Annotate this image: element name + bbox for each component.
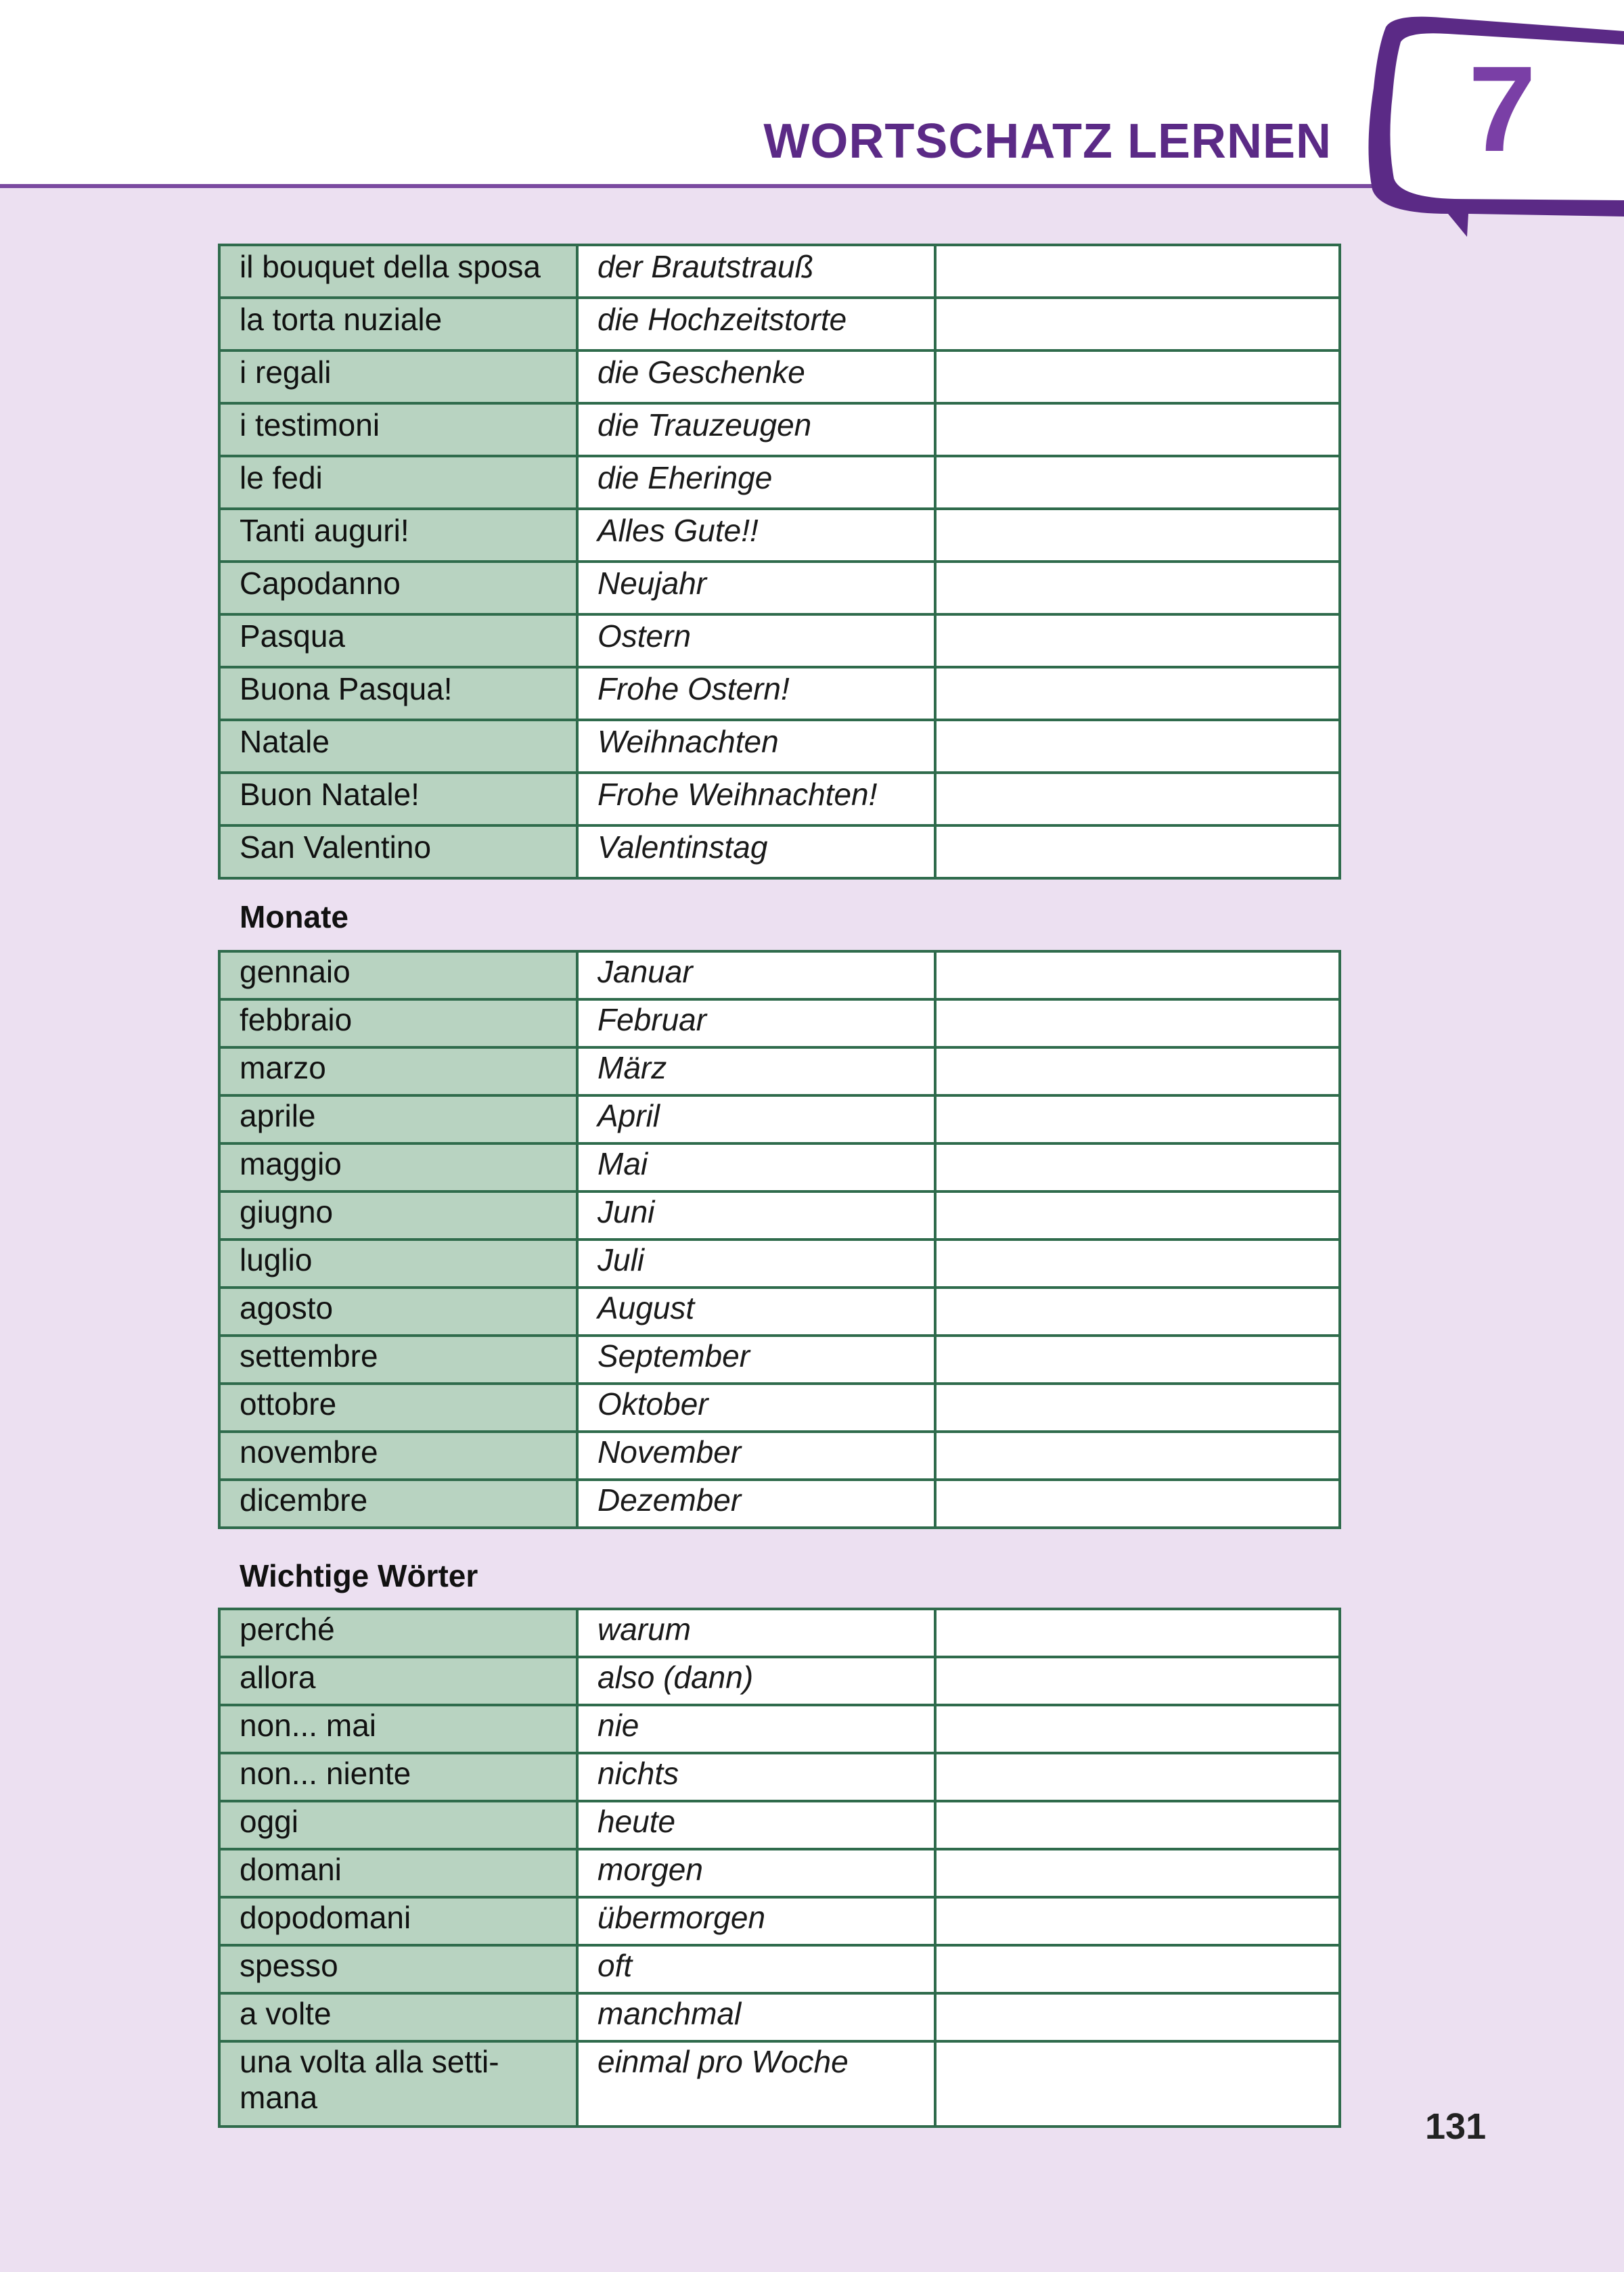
blank-answer-cell[interactable] (935, 1849, 1340, 1897)
german-translation: der Brautstrauß (577, 245, 935, 298)
table-row (219, 614, 1340, 667)
table-row (219, 825, 1340, 878)
german-translation: September (577, 1336, 935, 1384)
german-translation: nichts (577, 1753, 935, 1801)
blank-answer-cell[interactable] (935, 614, 1340, 667)
german-translation: oft (577, 1945, 935, 1993)
vocab-table-body (219, 951, 1340, 1528)
german-translation: also (dann) (577, 1657, 935, 1705)
table-row (219, 245, 1340, 298)
table-row (219, 1849, 1340, 1897)
blank-answer-cell[interactable] (935, 825, 1340, 878)
table-row (219, 667, 1340, 720)
italian-term: agosto (219, 1288, 577, 1336)
german-translation: die Geschenke (577, 350, 935, 403)
blank-answer-cell[interactable] (935, 350, 1340, 403)
italian-term: le fedi (219, 456, 577, 509)
german-translation: morgen (577, 1849, 935, 1897)
italian-term: spesso (219, 1945, 577, 1993)
german-translation: Februar (577, 999, 935, 1047)
german-translation: die Hochzeitstorte (577, 298, 935, 350)
italian-term: marzo (219, 1047, 577, 1095)
german-translation: April (577, 1095, 935, 1143)
italian-term: Buona Pasqua! (219, 667, 577, 720)
italian-term: i testimoni (219, 403, 577, 456)
page-title: WORTSCHATZ LERNEN (763, 114, 1332, 168)
italian-term: i regali (219, 350, 577, 403)
blank-answer-cell[interactable] (935, 1384, 1340, 1432)
blank-answer-cell[interactable] (935, 1609, 1340, 1657)
table-row (219, 1288, 1340, 1336)
italian-term: a volte (219, 1993, 577, 2041)
table-row (219, 1753, 1340, 1801)
italian-term: luglio (219, 1240, 577, 1288)
german-translation: November (577, 1432, 935, 1480)
italian-term: novembre (219, 1432, 577, 1480)
italian-term: Tanti auguri! (219, 509, 577, 562)
table-row (219, 562, 1340, 614)
italian-term: ottobre (219, 1384, 577, 1432)
german-translation: Valentinstag (577, 825, 935, 878)
blank-answer-cell[interactable] (935, 1801, 1340, 1849)
german-translation: manchmal (577, 1993, 935, 2041)
table-row (219, 1143, 1340, 1191)
german-translation: warum (577, 1609, 935, 1657)
table-row (219, 1336, 1340, 1384)
blank-answer-cell[interactable] (935, 2041, 1340, 2127)
blank-answer-cell[interactable] (935, 1432, 1340, 1480)
italian-term: Pasqua (219, 614, 577, 667)
german-translation: März (577, 1047, 935, 1095)
italian-term: non... niente (219, 1753, 577, 1801)
german-translation: die Trauzeugen (577, 403, 935, 456)
blank-answer-cell[interactable] (935, 456, 1340, 509)
italian-term: oggi (219, 1801, 577, 1849)
blank-answer-cell[interactable] (935, 1288, 1340, 1336)
blank-answer-cell[interactable] (935, 403, 1340, 456)
german-translation: Juli (577, 1240, 935, 1288)
german-translation: Weihnachten (577, 720, 935, 773)
table-row (219, 1609, 1340, 1657)
table-row (219, 1657, 1340, 1705)
section-heading-important-words: Wichtige Wörter (240, 1558, 478, 1593)
blank-answer-cell[interactable] (935, 1993, 1340, 2041)
header-rule (0, 184, 1374, 188)
italian-term: allora (219, 1657, 577, 1705)
german-translation: Alles Gute!! (577, 509, 935, 562)
blank-answer-cell[interactable] (935, 1336, 1340, 1384)
section-heading-months: Monate (240, 899, 348, 934)
table-row (219, 298, 1340, 350)
german-translation: Januar (577, 951, 935, 999)
table-row (219, 1191, 1340, 1240)
blank-answer-cell[interactable] (935, 1143, 1340, 1191)
table-row (219, 403, 1340, 456)
table-row (219, 350, 1340, 403)
italian-term: giugno (219, 1191, 577, 1240)
vocab-table-important-words (218, 1608, 1341, 2128)
blank-answer-cell[interactable] (935, 1047, 1340, 1095)
german-translation: Frohe Weihnachten! (577, 773, 935, 825)
german-translation: übermorgen (577, 1897, 935, 1945)
blank-answer-cell[interactable] (935, 999, 1340, 1047)
german-translation: Oktober (577, 1384, 935, 1432)
table-row (219, 1384, 1340, 1432)
blank-answer-cell[interactable] (935, 1753, 1340, 1801)
blank-answer-cell[interactable] (935, 1095, 1340, 1143)
vocab-table-months (218, 950, 1341, 1529)
table-row (219, 999, 1340, 1047)
german-translation: Frohe Ostern! (577, 667, 935, 720)
vocab-table-body (219, 1609, 1340, 2127)
german-translation: die Eheringe (577, 456, 935, 509)
italian-term: settembre (219, 1336, 577, 1384)
page-number: 131 (1425, 2106, 1487, 2147)
blank-answer-cell[interactable] (935, 1480, 1340, 1528)
table-row (219, 1432, 1340, 1480)
german-translation: Mai (577, 1143, 935, 1191)
blank-answer-cell[interactable] (935, 1945, 1340, 1993)
italian-term: la torta nuziale (219, 298, 577, 350)
table-row (219, 456, 1340, 509)
german-translation: Juni (577, 1191, 935, 1240)
german-translation: Dezember (577, 1480, 935, 1528)
blank-answer-cell[interactable] (935, 951, 1340, 999)
blank-answer-cell[interactable] (935, 773, 1340, 825)
blank-answer-cell[interactable] (935, 1705, 1340, 1753)
blank-answer-cell[interactable] (935, 1897, 1340, 1945)
italian-term: Buon Natale! (219, 773, 577, 825)
blank-answer-cell[interactable] (935, 720, 1340, 773)
blank-answer-cell[interactable] (935, 667, 1340, 720)
table-row (219, 1993, 1340, 2041)
chapter-number: 7 (1468, 41, 1537, 177)
table-row (219, 1801, 1340, 1849)
italian-term: San Valentino (219, 825, 577, 878)
table-row (219, 1705, 1340, 1753)
table-row (219, 1480, 1340, 1528)
vocab-table-celebrations (218, 244, 1341, 880)
vocab-table-body (219, 245, 1340, 878)
italian-term: gennaio (219, 951, 577, 999)
italian-term: dopodomani (219, 1897, 577, 1945)
table-row (219, 773, 1340, 825)
table-row (219, 720, 1340, 773)
italian-term: il bouquet della sposa (219, 245, 577, 298)
italian-term: Natale (219, 720, 577, 773)
table-row (219, 1095, 1340, 1143)
blank-answer-cell[interactable] (935, 509, 1340, 562)
german-translation: nie (577, 1705, 935, 1753)
italian-term: febbraio (219, 999, 577, 1047)
german-translation: Neujahr (577, 562, 935, 614)
blank-answer-cell[interactable] (935, 1657, 1340, 1705)
blank-answer-cell[interactable] (935, 298, 1340, 350)
italian-term: una volta alla setti- mana (219, 2041, 577, 2127)
italian-term: non... mai (219, 1705, 577, 1753)
german-translation: August (577, 1288, 935, 1336)
blank-answer-cell[interactable] (935, 562, 1340, 614)
italian-term: domani (219, 1849, 577, 1897)
table-row (219, 509, 1340, 562)
table-row (219, 951, 1340, 999)
italian-term: maggio (219, 1143, 577, 1191)
italian-term: aprile (219, 1095, 577, 1143)
table-row (219, 2041, 1340, 2127)
german-translation: einmal pro Woche (577, 2041, 935, 2127)
table-row (219, 1047, 1340, 1095)
german-translation: Ostern (577, 614, 935, 667)
blank-answer-cell[interactable] (935, 1240, 1340, 1288)
blank-answer-cell[interactable] (935, 245, 1340, 298)
table-row (219, 1240, 1340, 1288)
blank-answer-cell[interactable] (935, 1191, 1340, 1240)
table-row (219, 1897, 1340, 1945)
italian-term: perché (219, 1609, 577, 1657)
italian-term: dicembre (219, 1480, 577, 1528)
german-translation: heute (577, 1801, 935, 1849)
table-row (219, 1945, 1340, 1993)
italian-term: Capodanno (219, 562, 577, 614)
